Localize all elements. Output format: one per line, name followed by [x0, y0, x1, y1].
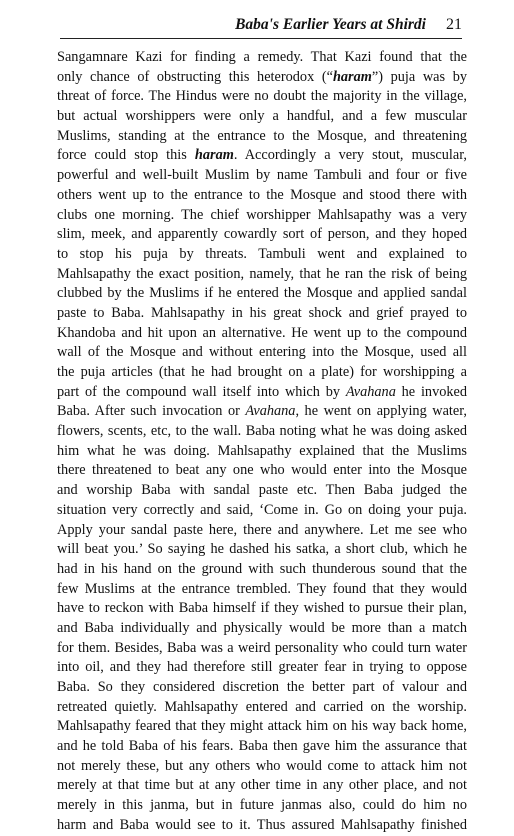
text-line: to stop his puja by threats. Tambuli went and explained to [57, 245, 467, 262]
page-number: 21 [446, 16, 462, 33]
text-line: few Muslims at the entrance trembled. They found that they would [57, 580, 467, 597]
text-line: merely at that time but at any other time in any other place, and not [57, 777, 467, 794]
text-line: threat of force. The Hindus were no doubt the majority in the village, [57, 88, 467, 105]
text-line: Muslims, standing at the entrance to the Mosque, and threatening [57, 127, 467, 144]
text-line: harm and Baba would see to it. Thus assured Mahlsapathy finished [57, 816, 467, 833]
text-line: clubs one morning. The chief worshipper Mahlsapathy was a very [57, 206, 467, 223]
text-line: merely in this janma, but in future janmas also, could do him no [57, 797, 467, 814]
text-line: into oil, and they had therefore still greater fear in trying to oppose [57, 659, 467, 676]
text-line: powerful and well-built Muslim by name Tambuli and four or five [57, 167, 467, 184]
text-line: there threatened to beat any one who would enter into the Mosque [57, 462, 467, 479]
text-line: and he told Baba of his fears. Baba then gave him the assurance that [57, 738, 467, 755]
text-line: others went up to the entrance to the Mosque and stood there with [57, 186, 467, 203]
running-head-title: Baba's Earlier Years at Shirdi [235, 16, 426, 33]
text-line: flowers, scents, etc, to the wall. Baba noting what he was doing asked [57, 423, 467, 440]
text-line: and worship Baba with sandal paste etc. Then Baba judged the [57, 482, 467, 499]
text-line: situation very correctly and said, ‘Come in. Go on doing your puja. [57, 501, 467, 518]
text-line: Apply your sandal paste here, there and anywhere. Let me see who [57, 521, 467, 538]
text-line: Baba. After such invocation or Avahana, he went on applying water, [57, 403, 467, 420]
text-line: paste to Baba. Mahlsapathy in his great shock and grief prayed to [57, 304, 467, 321]
text-line: Mahlsapathy feared that they might attack him on his way back home, [57, 718, 467, 735]
text-line: for them. Besides, Baba was a weird personality who could turn water [57, 639, 467, 656]
text-line: slim, meek, and apparently cowardly sort of person, and they hoped [57, 226, 467, 243]
text-line: clubbed by the Muslims if he entered the Mosque and applied sandal [57, 285, 467, 302]
text-line: had in his hand on the ground with such thunderous sound that the [57, 560, 467, 577]
text-line: and Baba individually and physically would be more than a match [57, 619, 467, 636]
text-line: but actual worshippers were only a handful, and a few muscular [57, 108, 467, 125]
text-line: Khandoba and hit upon an alternative. He went up to the compound [57, 324, 467, 341]
text-line: him what he was doing. Mahlsapathy explained that the Muslims [57, 442, 467, 459]
text-line: will beat you.’ So saying he dashed his satka, a short club, which he [57, 541, 467, 558]
text-line: Mahlsapathy the exact position, namely, that he ran the risk of being [57, 265, 467, 282]
text-line: have to reckon with Baba himself if they wished to pursue their plan, [57, 600, 467, 617]
body-text [57, 48, 467, 836]
text-line: only chance of obstructing this heterodox (“haram”) puja was by [57, 68, 467, 85]
text-line: not merely these, but any others who would come to attack him not [57, 757, 467, 774]
text-line: the puja articles (that he had brought on a plate) for worshipping a [57, 364, 467, 380]
text-line: Baba. So they considered discretion the better part of valour and [57, 679, 467, 695]
text-line: force could stop this haram. Accordingly a very stout, muscular, [57, 147, 467, 164]
running-header [60, 16, 462, 39]
text-line: wall of the Mosque and without entering into the Mosque, used all [57, 344, 467, 361]
text-line: part of the compound wall itself into which by Avahana he invoked [57, 383, 468, 400]
text-line: retreated quietly. Mahlsapathy entered and carried on the worship. [57, 698, 467, 715]
text-line: Sangamnare Kazi for finding a remedy. That Kazi found that the [57, 49, 467, 65]
